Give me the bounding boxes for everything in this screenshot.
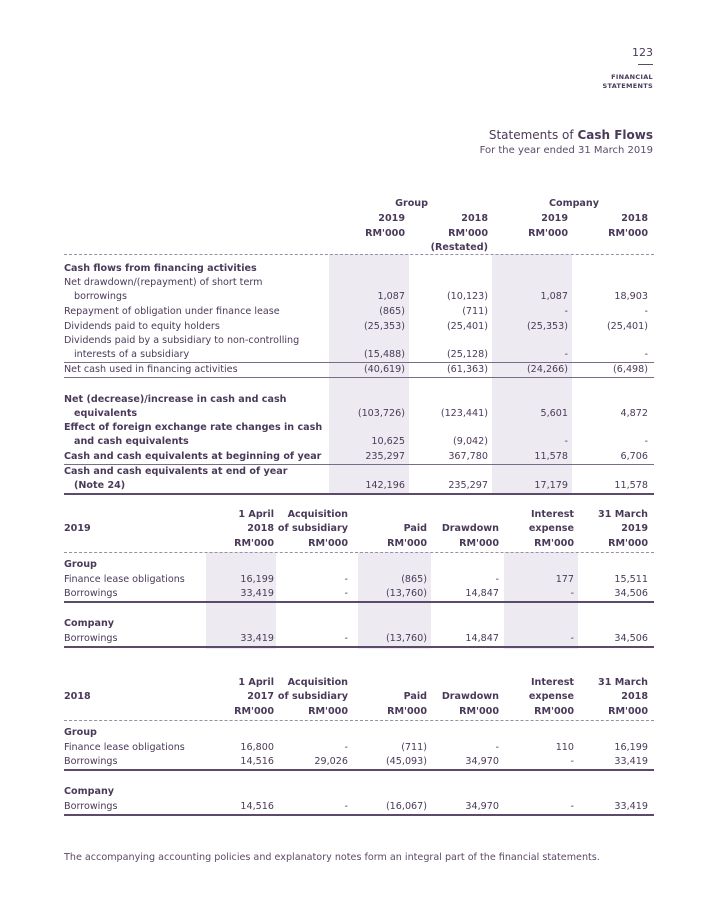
cf-year: 2018	[461, 213, 488, 224]
t19-unit: RM'000	[308, 538, 348, 549]
t19-h2: of subsidiary	[277, 523, 348, 534]
cf-restated: (Restated)	[430, 242, 488, 253]
row-label: (Note 24)	[74, 480, 126, 491]
t18-h1: Interest	[530, 677, 574, 688]
t18-header-row1	[64, 676, 654, 690]
cf-header-restated	[64, 241, 654, 255]
section-label	[603, 73, 653, 91]
cell: 10,625	[371, 436, 405, 447]
t19-h2: Paid	[403, 523, 427, 534]
row-label: Borrowings	[64, 633, 118, 644]
row-label: Net cash used in financing activities	[64, 364, 238, 375]
cell: -	[564, 436, 568, 447]
t18-group-bottom-rule	[64, 769, 654, 771]
row-label: Dividends paid to equity holders	[64, 321, 220, 332]
table-row	[64, 465, 654, 479]
table-row	[64, 305, 654, 319]
cell: (25,128)	[446, 349, 488, 360]
t18-unit: RM'000	[459, 706, 499, 717]
page-number: 123	[632, 46, 653, 59]
cell: 34,506	[614, 633, 648, 644]
t19-unit: RM'000	[234, 538, 274, 549]
cell: 5,601	[540, 408, 568, 419]
cf-group-label: Group	[395, 198, 428, 209]
cell: 17,179	[534, 480, 568, 491]
t18-group-label: Group	[64, 727, 97, 738]
t18-unit: RM'000	[534, 706, 574, 717]
cell: -	[570, 633, 574, 644]
t19-header-row2	[64, 522, 654, 536]
cell: 18,903	[614, 291, 648, 302]
cell: (25,401)	[446, 321, 488, 332]
cf-year: 2019	[378, 213, 405, 224]
cell: (6,498)	[613, 364, 648, 375]
cell: (10,123)	[446, 291, 488, 302]
page-title	[489, 128, 653, 142]
cell: -	[570, 588, 574, 599]
t18-header-divider	[64, 720, 654, 721]
cell: (61,363)	[446, 364, 488, 375]
cell: 33,419	[614, 801, 648, 812]
cf-header-groups	[64, 197, 654, 211]
cell: 367,780	[448, 451, 488, 462]
t18-company-label: Company	[64, 786, 115, 797]
row-label: Net drawdown/(repayment) of short term	[64, 277, 263, 288]
reconciliation-table-2018	[64, 675, 654, 817]
row-label: Borrowings	[64, 756, 118, 767]
cell: -	[495, 742, 499, 753]
cell: (25,353)	[526, 321, 568, 332]
table-row	[64, 573, 654, 587]
cell: 142,196	[365, 480, 405, 491]
row-label: Effect of foreign exchange rate changes in cash	[64, 422, 323, 433]
t18-company-bottom-rule	[64, 814, 654, 816]
t19-group-row	[64, 558, 654, 572]
row-label: Finance lease obligations	[64, 742, 185, 753]
table-row	[64, 587, 654, 601]
t18-group-row	[64, 726, 654, 740]
t19-h2: expense	[528, 523, 574, 534]
footer-note: The accompanying accounting policies and explanatory notes form an integral part of the financial statements.	[64, 852, 600, 863]
cell: (711)	[462, 306, 488, 317]
t19-unit: RM'000	[387, 538, 427, 549]
cell: 34,506	[614, 588, 648, 599]
table-row	[64, 276, 654, 290]
t18-company-row	[64, 785, 654, 799]
t18-unit: RM'000	[387, 706, 427, 717]
cf-unit: RM'000	[608, 228, 648, 239]
t18-h1: Acquisition	[287, 677, 348, 688]
cell: (15,488)	[363, 349, 405, 360]
cell: -	[564, 349, 568, 360]
cf-header-units	[64, 227, 654, 241]
table-row	[64, 334, 654, 348]
cell: 6,706	[620, 451, 648, 462]
cf-section-title-row	[64, 262, 654, 276]
t18-year: 2018	[64, 691, 91, 702]
row-label: Repayment of obligation under finance lease	[64, 306, 280, 317]
row-label: borrowings	[74, 291, 128, 302]
cell: 33,419	[614, 756, 648, 767]
t18-h2: expense	[528, 691, 574, 702]
cf-unit: RM'000	[528, 228, 568, 239]
title-prefix: Statements of	[488, 128, 578, 142]
t19-unit: RM'000	[608, 538, 648, 549]
cf-header-years	[64, 212, 654, 226]
cell: -	[344, 742, 348, 753]
cell: -	[495, 574, 499, 585]
cell: 14,847	[465, 633, 499, 644]
cell: 177	[555, 574, 574, 585]
t19-year: 2019	[64, 523, 91, 534]
cell: -	[644, 349, 648, 360]
table-row	[64, 320, 654, 334]
t19-company-row	[64, 617, 654, 631]
cell: (25,401)	[606, 321, 648, 332]
cell: (123,441)	[440, 408, 488, 419]
cell: (24,266)	[526, 364, 568, 375]
cell: (9,042)	[453, 436, 488, 447]
t18-header-row2	[64, 690, 654, 704]
t18-header-units	[64, 705, 654, 719]
cell: -	[644, 306, 648, 317]
cell: 33,419	[240, 633, 274, 644]
row-divider	[64, 377, 654, 378]
table-row	[64, 479, 654, 493]
reconciliation-table-2019	[64, 507, 654, 649]
cell: -	[344, 633, 348, 644]
row-label: equivalents	[74, 408, 138, 419]
cell: (16,067)	[385, 801, 427, 812]
t18-h2: Paid	[403, 691, 427, 702]
cash-flow-table	[64, 195, 654, 495]
table-row	[64, 407, 654, 421]
cell: 14,516	[240, 801, 274, 812]
t19-group-bottom-rule	[64, 601, 654, 603]
cell: 1,087	[377, 291, 405, 302]
t19-h2: 2018	[247, 523, 274, 534]
cell: 110	[555, 742, 574, 753]
cell: 34,970	[465, 801, 499, 812]
table-row	[64, 393, 654, 407]
cell: 235,297	[365, 451, 405, 462]
section-label-line1: FINANCIAL	[611, 73, 653, 81]
cf-company-label: Company	[548, 198, 599, 209]
cell: 11,578	[534, 451, 568, 462]
cell: (13,760)	[385, 588, 427, 599]
cell: -	[344, 588, 348, 599]
row-label: interests of a subsidiary	[74, 349, 190, 360]
t19-unit: RM'000	[534, 538, 574, 549]
cell: 33,419	[240, 588, 274, 599]
t18-h2: of subsidiary	[277, 691, 348, 702]
t19-h2: Drawdown	[441, 523, 499, 534]
cf-unit: RM'000	[448, 228, 488, 239]
t19-header-units	[64, 537, 654, 551]
t18-h2: 2017	[247, 691, 274, 702]
cell: -	[570, 801, 574, 812]
row-label: Cash and cash equivalents at beginning of year	[64, 451, 322, 462]
row-label: Net (decrease)/increase in cash and cash	[64, 394, 287, 405]
row-label: and cash equivalents	[74, 436, 189, 447]
cell: -	[564, 306, 568, 317]
cf-unit: RM'000	[365, 228, 405, 239]
table-row	[64, 363, 654, 377]
table-bottom-rule	[64, 493, 654, 495]
table-row	[64, 741, 654, 755]
cell: 1,087	[540, 291, 568, 302]
cf-year: 2018	[621, 213, 648, 224]
t18-h2: 2018	[621, 691, 648, 702]
t18-unit: RM'000	[608, 706, 648, 717]
cell: 235,297	[448, 480, 488, 491]
row-label: Borrowings	[64, 801, 118, 812]
t18-unit: RM'000	[308, 706, 348, 717]
table-row	[64, 450, 654, 464]
cf-year: 2019	[541, 213, 568, 224]
t19-header-row1	[64, 508, 654, 522]
table-row	[64, 632, 654, 646]
cell: 14,847	[465, 588, 499, 599]
cell: -	[644, 436, 648, 447]
cell: 16,199	[240, 574, 274, 585]
cell: 15,511	[614, 574, 648, 585]
cell: (25,353)	[363, 321, 405, 332]
table-row	[64, 800, 654, 814]
page-number-rule	[638, 64, 653, 65]
t18-h2: Drawdown	[441, 691, 499, 702]
row-label: Finance lease obligations	[64, 574, 185, 585]
table-row	[64, 435, 654, 449]
table-row	[64, 755, 654, 769]
page-subtitle: For the year ended 31 March 2019	[479, 145, 653, 156]
cell: (45,093)	[385, 756, 427, 767]
table-row	[64, 421, 654, 435]
cell: 4,872	[620, 408, 648, 419]
cf-section-title: Cash flows from financing activities	[64, 263, 257, 274]
cell: (103,726)	[357, 408, 405, 419]
t18-unit: RM'000	[234, 706, 274, 717]
t19-group-label: Group	[64, 559, 97, 570]
t19-unit: RM'000	[459, 538, 499, 549]
cell: 29,026	[314, 756, 348, 767]
title-bold: Cash Flows	[577, 128, 653, 142]
cell: (865)	[401, 574, 427, 585]
cell: 11,578	[614, 480, 648, 491]
t18-h1: 1 April	[238, 677, 274, 688]
cell: (865)	[379, 306, 405, 317]
cell: 34,970	[465, 756, 499, 767]
t19-h1: 1 April	[238, 509, 274, 520]
row-label: Dividends paid by a subsidiary to non-controlling	[64, 335, 300, 346]
section-label-line2: STATEMENTS	[602, 82, 653, 90]
t19-h2: 2019	[621, 523, 648, 534]
cell: -	[344, 574, 348, 585]
cell: (40,619)	[363, 364, 405, 375]
t19-header-divider	[64, 552, 654, 553]
t19-h1: Acquisition	[287, 509, 348, 520]
cell: -	[344, 801, 348, 812]
cell: -	[570, 756, 574, 767]
t19-h1: Interest	[530, 509, 574, 520]
row-label: Cash and cash equivalents at end of year	[64, 466, 288, 477]
t19-h1: 31 March	[598, 509, 648, 520]
cf-header-divider	[64, 254, 654, 255]
t18-h1: 31 March	[598, 677, 648, 688]
cell: (711)	[401, 742, 427, 753]
table-row	[64, 348, 654, 362]
row-label: Borrowings	[64, 588, 118, 599]
t19-company-bottom-rule	[64, 646, 654, 648]
table-row	[64, 290, 654, 304]
cell: (13,760)	[385, 633, 427, 644]
cell: 16,199	[614, 742, 648, 753]
t19-company-label: Company	[64, 618, 115, 629]
cell: 16,800	[240, 742, 274, 753]
cell: 14,516	[240, 756, 274, 767]
